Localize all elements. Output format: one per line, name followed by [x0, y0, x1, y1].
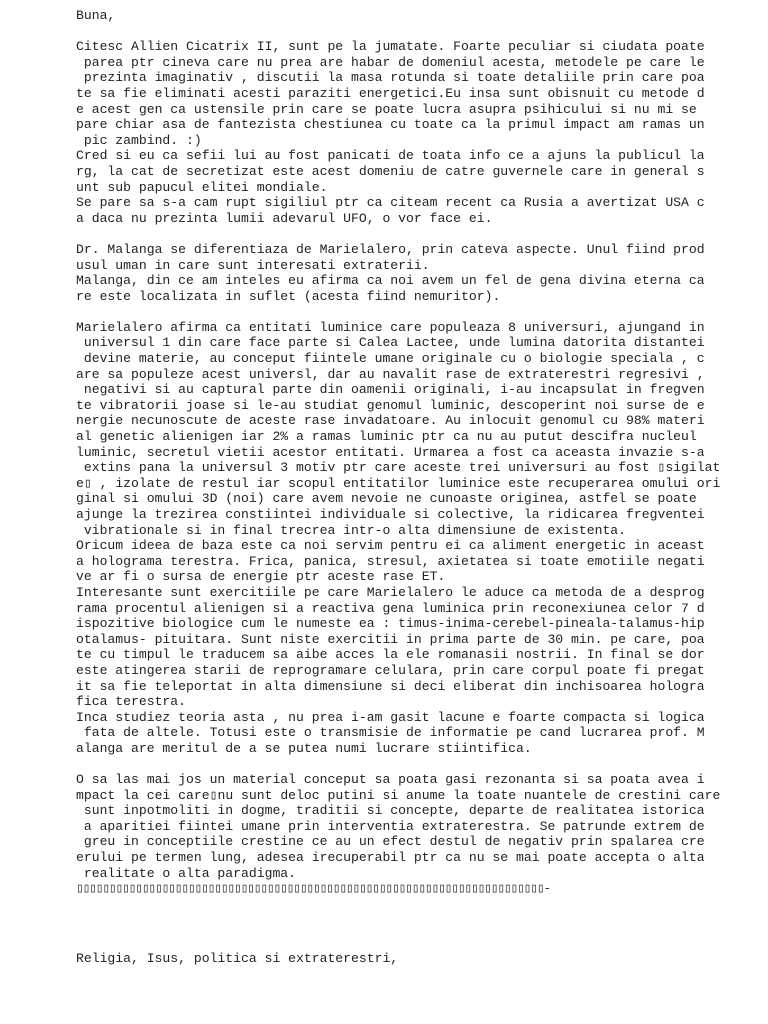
text-line: Cred si eu ca sefii lui au fost panicati de toata info ce a ajuns la publicul la	[76, 148, 705, 164]
text-line: Inca studiez teoria asta , nu prea i-am gasit lacune e foarte compacta si logica	[76, 709, 705, 725]
text-line: Malanga, din ce am inteles eu afirma ca noi avem un fel de gena divina eterna ca	[76, 273, 705, 289]
text-line: Marielalero afirma ca entitati luminice care populeaza 8 universuri, ajungand in	[76, 319, 705, 335]
text-line: alanga are meritul de a se putea numi lucrare stiintifica.	[76, 740, 532, 756]
text-line: mpact la cei care▯nu sunt deloc putini si anume la toate nuantele de crestini care	[76, 787, 721, 803]
document-body	[76, 8, 756, 966]
text-line: pic zambind. :)	[76, 132, 202, 148]
text-line: ajunge la trezirea constiintei individuale si colective, la ridicarea fregventei	[76, 507, 705, 522]
text-line: e acest gen ca ustensile prin care se poate lucra asupra psihicului si nu mi se	[76, 101, 697, 117]
text-line: te sa fie eliminati acesti paraziti energetici.Eu insa sunt obisnuit cu metode d	[76, 85, 705, 101]
text-line: Religia, Isus, politica si extraterestri,	[76, 950, 399, 966]
text-line: negativi si au captural parte din oamenii originali, i-au incapsulat in fregven	[76, 382, 705, 398]
text-line: Citesc Allien Cicatrix II, sunt pe la jumatate. Foarte peculiar si ciudata poate	[76, 39, 705, 55]
text-line: pare chiar asa de fantezista chestiunea cu toate ca la primul impact am ramas un	[76, 117, 705, 133]
blank-line	[76, 757, 756, 773]
text-line: greu in conceptiile crestine ce au un efect destul de negativ prin spalarea cre	[76, 834, 705, 850]
text-line: ispozitive biologice cum le numeste ea : timus-inima-cerebel-pineala-talamus-hip	[76, 616, 705, 632]
text-line: otalamus- pituitara. Sunt niste exercitii in prima parte de 30 min. pe care, poa	[76, 631, 705, 647]
text-line: Dr. Malanga se diferentiaza de Marielalero, prin cateva aspecte. Unul fiind prod	[76, 241, 705, 257]
text-line: nergie necunoscute de aceste rase invadatoare. Au inlocuit genomul cu 98% materi	[76, 413, 705, 429]
text-line: luminic, secretul vietii acestor entitati. Urmarea a fost ca aceasta invazie s-a	[76, 444, 705, 460]
text-line: it sa fie teleportat in alta dimensiune si deci eliberat din inchisoarea hologra	[76, 678, 705, 694]
text-line: rama procentul alienigen si a reactiva gena luminica prin reconexiunea celor 7 d	[76, 600, 705, 616]
text-line: al genetic alienigen iar 2% a ramas luminic ptr ca nu au putut descifra nucleul	[76, 429, 697, 445]
text-line: re este localizata in suflet (acesta fiind nemuritor).	[76, 288, 501, 304]
text-line: usul uman in care sunt interesati extraterii.	[76, 257, 430, 273]
blank-line	[76, 897, 756, 951]
text-line: este atingerea starii de reprogramare celulara, prin care corpul poate fi pregat	[76, 662, 705, 678]
text-line: Interesante sunt exercitiile pe care Marielalero le aduce ca metoda de a desprog	[76, 584, 705, 600]
text-line: fica terestra.	[76, 694, 187, 710]
blank-line	[76, 24, 756, 40]
text-line: a holograma terestra. Frica, panica, stresul, axietatea si toate emotiile negati	[76, 553, 705, 569]
text-line: universul 1 din care face parte si Calea Lactee, unde lumina datorita distantei	[76, 335, 705, 351]
text-line: a daca nu prezinta lumii adevarul UFO, o vor face ei.	[76, 210, 493, 226]
text-line: parea ptr cineva care nu prea are habar de domeniul acesta, metodele pe care le	[76, 54, 705, 70]
blank-line	[76, 226, 756, 242]
text-line: Buna,	[76, 8, 116, 23]
text-line: are sa populeze acest universl, dar au navalit rase de extraterestri regresivi ,	[76, 366, 705, 382]
text-line: realitate o alta paradigma.	[76, 865, 297, 881]
text-line: e▯ , izolate de restul iar scopul entitatilor luminice este recuperarea omului ori	[76, 475, 721, 491]
text-line: sunt inpotmoliti in dogme, traditii si concepte, departe de realitatea istorica	[76, 803, 705, 819]
text-line: unt sub papucul elitei mondiale.	[76, 179, 328, 195]
text-line: Oricum ideea de baza este ca noi servim pentru ei ca aliment energetic in aceast	[76, 538, 705, 554]
text-line: a aparitiei fiintei umane prin interventia extraterestra. Se patrunde extrem de	[76, 818, 705, 834]
text-line: fata de altele. Totusi este o transmisie de informatie pe cand lucrarea prof. M	[76, 725, 705, 741]
text-line: prezinta imaginativ , discutii la masa rotunda si toate detaliile prin care poa	[76, 70, 705, 86]
text-line: te vibratorii joase si le-au studiat genomul luminic, descoperint noi surse de e	[76, 397, 705, 413]
text-line: Se pare sa s-a cam rupt sigiliul ptr ca citeam recent ca Rusia a avertizat USA c	[76, 195, 705, 211]
text-line: erului pe termen lung, adesea irecuperabil ptr ca nu se mai poate accepta o alta	[76, 850, 705, 866]
text-line: rg, la cat de secretizat este acest domeniu de catre guvernele care in general s	[76, 163, 705, 179]
text-line: devine materie, au conceput fiintele umane originale cu o biologie speciala , c	[76, 351, 705, 367]
missing-glyph-line: ▯▯▯▯▯▯▯▯▯▯▯▯▯▯▯▯▯▯▯▯▯▯▯▯▯▯▯▯▯▯▯▯▯▯▯▯▯▯▯▯▯▯▯▯▯▯▯▯▯▯▯▯▯▯▯▯▯▯▯▯▯▯▯▯▯▯▯▯▯▯▯-	[76, 881, 550, 897]
text-line: ginal si omului 3D (noi) care avem nevoie ne cunoaste originea, astfel se poate	[76, 491, 697, 507]
blank-line	[76, 304, 756, 320]
text-line: te cu timpul le traducem sa aibe acces la ele romanasii nostrii. In final se dor	[76, 647, 705, 663]
text-line: ve ar fi o sursa de energie ptr aceste rase ET.	[76, 569, 446, 585]
text-line: vibrationale si in final trecrea intr-o alta dimensiune de existenta.	[76, 522, 627, 538]
text-line: extins pana la universul 3 motiv ptr care aceste trei universuri au fost ▯sigilat	[76, 460, 721, 476]
text-line: O sa las mai jos un material conceput sa poata gasi rezonanta si sa poata avea i	[76, 772, 705, 788]
